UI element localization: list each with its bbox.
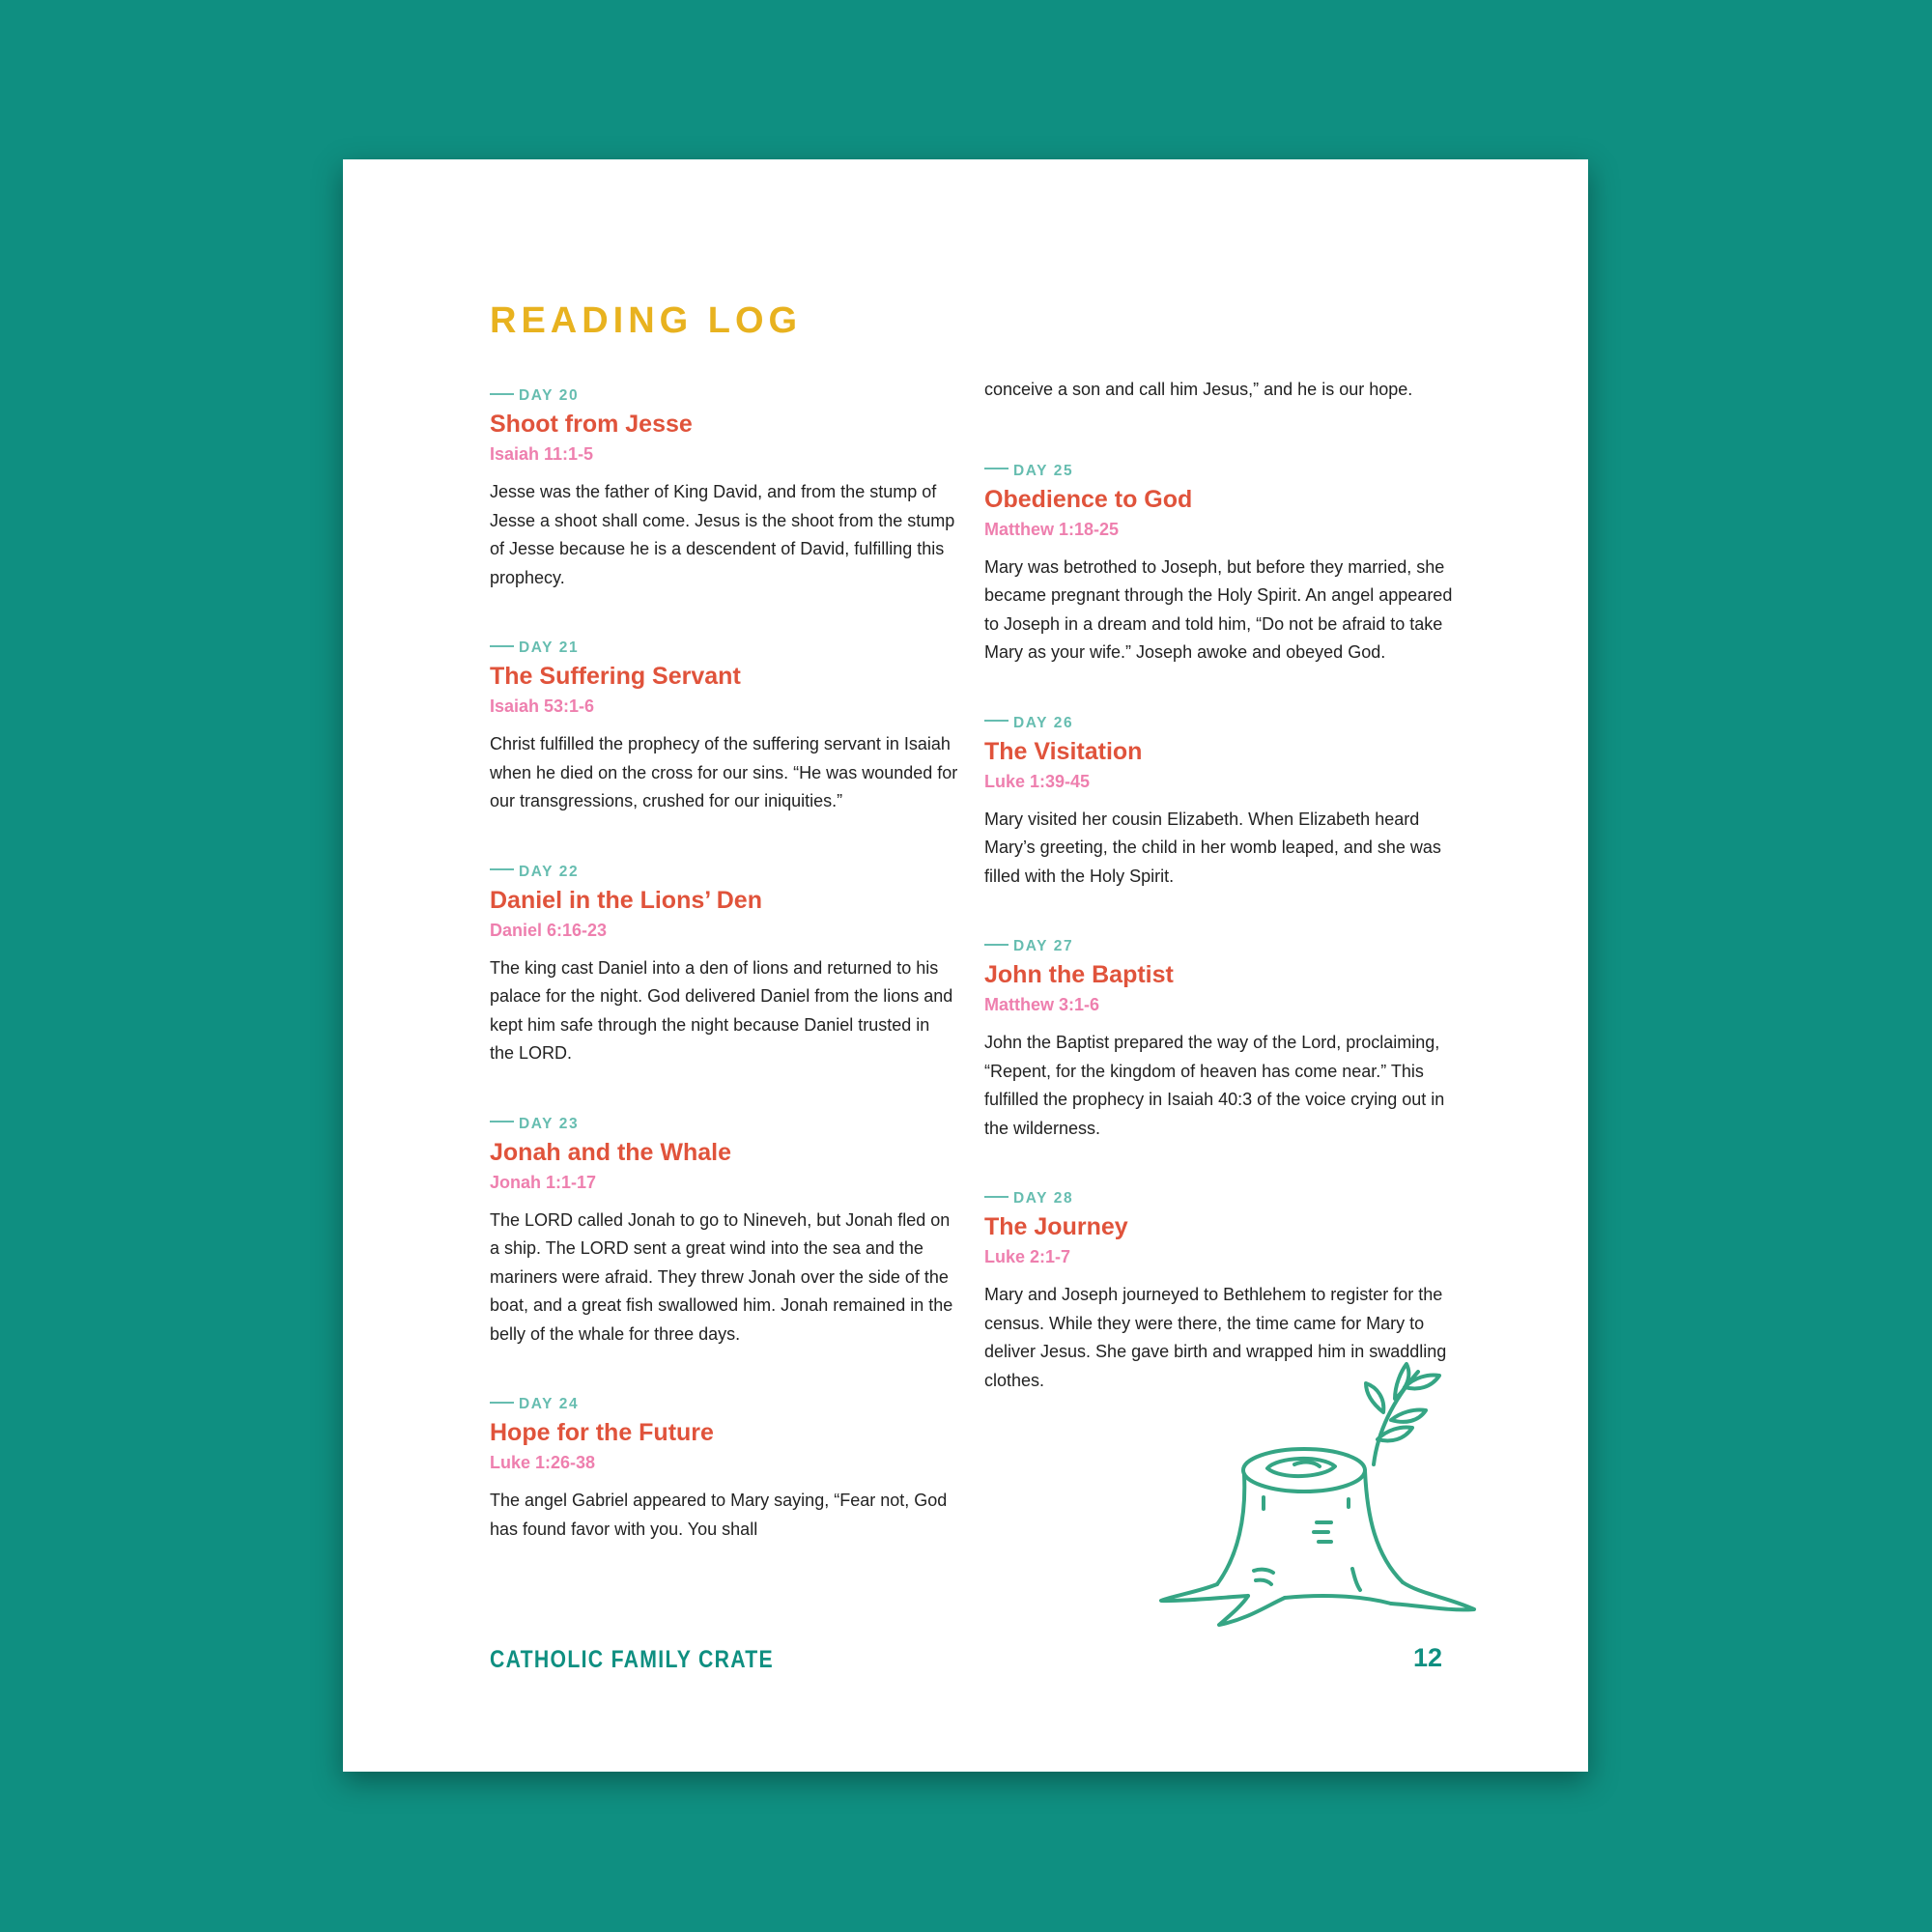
dash-icon (984, 944, 1009, 946)
reading-entry-day-24 (490, 1396, 958, 1544)
entry-title: Hope for the Future (490, 1419, 714, 1446)
scripture-reference: Luke 2:1-7 (984, 1247, 1071, 1266)
day-label (490, 864, 958, 881)
entry-body: Jesse was the father of King David, and from the stump of Jesse a shoot shall come. Jesus is the shoot from the stump of Jesse because he is a descendent of David, fulfilling this prophecy. (490, 482, 955, 587)
day-label (984, 463, 1453, 480)
day-label-text: DAY 20 (519, 387, 580, 404)
left-column (490, 387, 958, 1591)
entry-title: Obedience to God (984, 485, 1193, 513)
dash-icon (490, 393, 514, 395)
scripture-reference: Isaiah 53:1-6 (490, 696, 595, 716)
reading-entry-day-26 (984, 715, 1453, 892)
entry-body: Mary and Joseph journeyed to Bethlehem to register for the census. While they were there, the time came for Mary to deliver Jesus. She gave birth and wrapped him in swaddling clothes. (984, 1285, 1447, 1390)
day-label (490, 639, 958, 657)
day-label-text: DAY 23 (519, 1115, 580, 1132)
page-number: 12 (1412, 1643, 1442, 1672)
entry-title: Daniel in the Lions’ Den (490, 886, 762, 914)
scripture-reference: Isaiah 11:1-5 (490, 444, 594, 464)
entry-title: The Suffering Servant (490, 663, 741, 690)
day-label-text: DAY 21 (519, 639, 580, 656)
day-label-text: DAY 27 (1013, 938, 1074, 954)
day-label (490, 1116, 958, 1133)
entry-title: The Visitation (984, 737, 1143, 765)
day-label (984, 1190, 1453, 1208)
reading-entry-day-27 (984, 938, 1453, 1143)
reading-entry-day-25 (984, 463, 1453, 668)
reading-entry-day-23 (490, 1116, 958, 1350)
reading-entry-day-20 (490, 387, 958, 592)
entry-body: Christ fulfilled the prophecy of the suffering servant in Isaiah when he died on the cross for our sins. “He was wounded for our transgressions, crushed for our iniquities.” (490, 734, 958, 810)
entry-body: John the Baptist prepared the way of the Lord, proclaiming, “Repent, for the kingdom of heaven has come near.” This fulfilled the prophecy in Isaiah 40:3 of the voice crying out in the wilderness. (984, 1033, 1445, 1138)
dash-icon (490, 868, 514, 870)
scripture-reference: Luke 1:39-45 (984, 771, 1091, 791)
dash-icon (984, 720, 1009, 722)
day-label-text: DAY 22 (519, 863, 580, 880)
entry-body: The king cast Daniel into a den of lions and returned to his palace for the night. God delivered Daniel from the lions and kept him safe through the night because Daniel trusted in the LORD. (490, 957, 953, 1063)
entry-body: Mary visited her cousin Elizabeth. When Elizabeth heard Mary’s greeting, the child in her womb leaped, and she was filled with the Holy Spirit. (984, 809, 1441, 886)
day-label (490, 387, 958, 405)
entry-body: The angel Gabriel appeared to Mary saying, “Fear not, God has found favor with you. You shall (490, 1491, 948, 1539)
day-label (490, 1396, 958, 1413)
entry-body-continuation: conceive a son and call him Jesus,” and he is our hope. (984, 380, 1413, 399)
entry-title: Shoot from Jesse (490, 411, 693, 438)
entry-body: Mary was betrothed to Joseph, but before they married, she became pregnant through the Holy Spirit. An angel appeared to Joseph in a dream and told him, “Do not be afraid to take Mary as your wife.” Joseph awoke and obeyed God. (984, 556, 1453, 662)
document-page (343, 159, 1588, 1772)
dash-icon (984, 468, 1009, 469)
right-column (984, 380, 1453, 1442)
scripture-reference: Daniel 6:16-23 (490, 920, 608, 940)
day-label (984, 938, 1453, 955)
reading-entry-day-21 (490, 639, 958, 816)
scripture-reference: Jonah 1:1-17 (490, 1172, 597, 1192)
day-label (984, 715, 1453, 732)
dash-icon (490, 1121, 514, 1122)
dash-icon (984, 1196, 1009, 1198)
tree-stump-with-sprout-icon (1159, 1352, 1546, 1642)
day-label-text: DAY 26 (1013, 714, 1074, 731)
day-label-text: DAY 25 (1013, 462, 1074, 479)
entry-title: The Journey (984, 1213, 1128, 1240)
entry-body: The LORD called Jonah to go to Nineveh, but Jonah fled on a ship. The LORD sent a great wind into the sea and the mariners were afraid. They threw Jonah over the side of the boat, and a great fish swallowed him. Jonah remained in the belly of the whale for three days. (490, 1209, 953, 1344)
entry-title: John the Baptist (984, 961, 1174, 988)
brand-footer: CATHOLIC FAMILY CRATE (490, 1646, 774, 1673)
scripture-reference: Matthew 3:1-6 (984, 995, 1100, 1014)
day-label-text: DAY 24 (519, 1396, 580, 1412)
page-title: READING LOG (490, 300, 803, 341)
scripture-reference: Luke 1:26-38 (490, 1453, 596, 1472)
dash-icon (490, 1402, 514, 1404)
reading-entry-day-22 (490, 864, 958, 1068)
dash-icon (490, 645, 514, 647)
scripture-reference: Matthew 1:18-25 (984, 519, 1120, 539)
entry-title: Jonah and the Whale (490, 1138, 732, 1166)
day-label-text: DAY 28 (1013, 1190, 1074, 1207)
